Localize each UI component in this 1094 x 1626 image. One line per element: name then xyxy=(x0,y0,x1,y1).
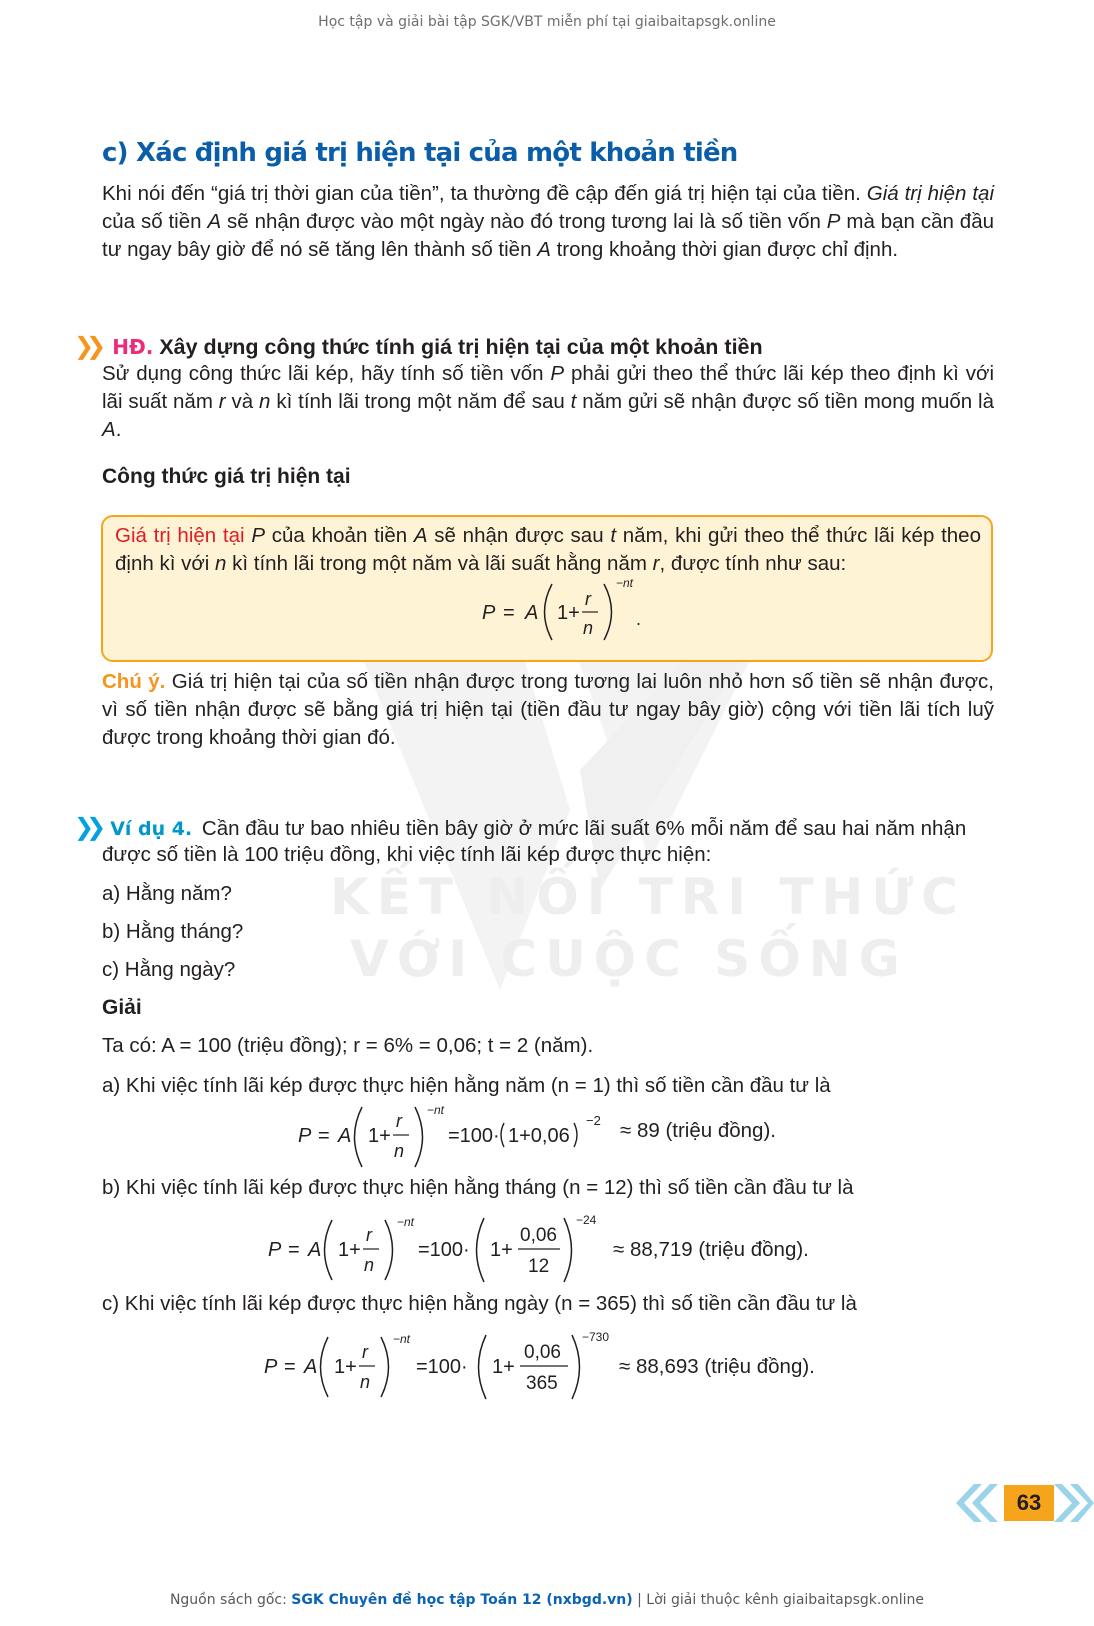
svg-text:A: A xyxy=(304,1356,318,1378)
source-link[interactable]: SGK Chuyên đề học tập Toán 12 (nxbgd.vn) xyxy=(291,1592,633,1608)
question-c: c) Hằng ngày? xyxy=(102,958,236,981)
svg-text:r: r xyxy=(585,589,591,609)
svg-text:1+: 1+ xyxy=(557,602,580,624)
svg-text:=: = xyxy=(288,1239,300,1261)
svg-text:n: n xyxy=(394,1141,405,1161)
svg-text:−24: −24 xyxy=(576,1213,597,1227)
svg-text:0,06: 0,06 xyxy=(520,1225,557,1246)
note-paragraph: Chú ý. Giá trị hiện tại của số tiền nhận được trong tương lai luôn nhỏ hơn số tiền sẽ nhận được, vì số tiền nhận được sẽ bằng giá trị hiện tại (tiền đầu tư ngay bây giờ) cộng với tiền lãi tích luỹ được trong khoảng thời gian đó. xyxy=(102,670,994,749)
svg-text:1+: 1+ xyxy=(338,1239,361,1261)
svg-text:n: n xyxy=(583,618,594,638)
svg-text:365: 365 xyxy=(526,1373,558,1394)
chevron-icon: ❯❯ xyxy=(74,333,99,360)
result-a: ≈ 89 (triệu đồng). xyxy=(620,1119,776,1142)
svg-text:r: r xyxy=(362,1342,368,1362)
svg-text:0,06: 0,06 xyxy=(524,1342,561,1363)
svg-text:A: A xyxy=(308,1239,322,1261)
hd-body: Sử dụng công thức lãi kép, hãy tính số tiền vốn P phải gửi theo thể thức lãi kép theo định kì với lãi suất năm r và n kì tính lãi trong một năm để sau t năm gửi sẽ nhận được số tiền mong muốn là A. xyxy=(102,362,994,441)
svg-text:1+: 1+ xyxy=(334,1356,357,1378)
formula-a xyxy=(290,1103,660,1171)
hd-title: Xây dựng công thức tính giá trị hiện tại của một khoản tiền xyxy=(159,335,763,359)
hd-tag: HĐ. xyxy=(112,335,154,359)
part-a-text: a) Khi việc tính lãi kép được thực hiện hằng năm (n = 1) thì số tiền cần đầu tư là xyxy=(102,1074,831,1097)
svg-text:1+0,06: 1+0,06 xyxy=(508,1125,570,1147)
chevron-icon: ❯❯ xyxy=(74,814,99,841)
given-values: Ta có: A = 100 (triệu đồng); r = 6% = 0,06; t = 2 (năm). xyxy=(102,1034,594,1057)
svg-text:A: A xyxy=(338,1125,352,1147)
svg-text:−nt: −nt xyxy=(616,578,634,590)
watermark-line2: VỚI CUỘC SỐNG xyxy=(350,930,908,988)
question-a: a) Hằng năm? xyxy=(102,882,232,905)
svg-text:.: . xyxy=(636,609,642,629)
svg-text:12: 12 xyxy=(528,1256,550,1277)
intro-paragraph: Khi nói đến “giá trị thời gian của tiền”, ta thường đề cập đến giá trị hiện tại của tiền. Giá trị hiện tại của số tiền A sẽ nhận được vào một ngày nào đó trong tương lai là số tiền vốn P mà bạn cần đầu tư ngay bây giờ để nó sẽ tăng lên thành số tiền A trong khoảng thời gian được chỉ định. xyxy=(102,182,994,261)
result-b: ≈ 88,719 (triệu đồng). xyxy=(613,1238,809,1261)
svg-text:−nt: −nt xyxy=(427,1103,445,1117)
formula-b xyxy=(262,1210,622,1290)
section-title: c) Xác định giá trị hiện tại của một khoản tiền xyxy=(102,138,738,168)
svg-text:P: P xyxy=(298,1125,312,1147)
svg-text:P: P xyxy=(482,602,496,624)
top-banner: Học tập và giải bài tập SGK/VBT miễn phí tại giaibaitapsgk.online xyxy=(318,14,776,30)
svg-text:1+: 1+ xyxy=(490,1239,513,1261)
svg-text:P: P xyxy=(264,1356,278,1378)
svg-text:=: = xyxy=(503,602,515,624)
svg-text:=100·: =100· xyxy=(448,1125,500,1147)
svg-text:−nt: −nt xyxy=(393,1332,411,1346)
result-c: ≈ 88,693 (triệu đồng). xyxy=(619,1355,815,1378)
svg-text:r: r xyxy=(396,1111,402,1131)
page-number: 63 xyxy=(1004,1485,1054,1521)
svg-text:=100·: =100· xyxy=(418,1239,470,1261)
part-b-text: b) Khi việc tính lãi kép được thực hiện hằng tháng (n = 12) thì số tiền cần đầu tư là xyxy=(102,1176,854,1199)
svg-text:n: n xyxy=(360,1372,371,1392)
formula-c xyxy=(258,1327,638,1407)
hd-heading xyxy=(74,332,763,361)
part-c-text: c) Khi việc tính lãi kép được thực hiện hằng ngày (n = 365) thì số tiền cần đầu tư là xyxy=(102,1292,857,1315)
formula-heading: Công thức giá trị hiện tại xyxy=(102,465,351,488)
svg-text:−2: −2 xyxy=(586,1113,601,1128)
question-b: b) Hằng tháng? xyxy=(102,920,244,943)
svg-text:−730: −730 xyxy=(582,1330,610,1344)
svg-text:1+: 1+ xyxy=(492,1356,515,1378)
bottom-banner: Nguồn sách gốc: SGK Chuyên đề học tập Toán 12 (nxbgd.vn) | Lời giải thuộc kênh giaibaitapsgk.online xyxy=(169,1592,925,1608)
svg-text:=100·: =100· xyxy=(416,1356,468,1378)
svg-text:=: = xyxy=(284,1356,296,1378)
svg-text:n: n xyxy=(364,1255,375,1275)
svg-text:r: r xyxy=(366,1225,372,1245)
svg-text:A: A xyxy=(525,602,539,624)
example-heading: ❯❯ Ví dụ 4. Cần đầu tư bao nhiêu tiền bây giờ ở mức lãi suất 6% mỗi năm để sau hai năm nhận xyxy=(74,814,967,841)
svg-text:=: = xyxy=(318,1125,330,1147)
svg-text:1+: 1+ xyxy=(368,1125,391,1147)
formula-present-value xyxy=(470,578,670,650)
formula-box-text: Giá trị hiện tại P của khoản tiền A sẽ nhận được sau t năm, khi gửi theo thể thức lãi kép theo định kì với n kì tính lãi trong một năm và lãi suất hằng năm r, được tính như sau: xyxy=(115,524,981,575)
svg-text:−nt: −nt xyxy=(397,1215,415,1229)
solution-label: Giải xyxy=(102,996,142,1019)
example-line2: được số tiền là 100 triệu đồng, khi việc tính lãi kép được thực hiện: xyxy=(102,843,712,866)
watermark-line1: KẾT NỐI TRI THỨC xyxy=(330,868,966,926)
svg-text:P: P xyxy=(268,1239,282,1261)
